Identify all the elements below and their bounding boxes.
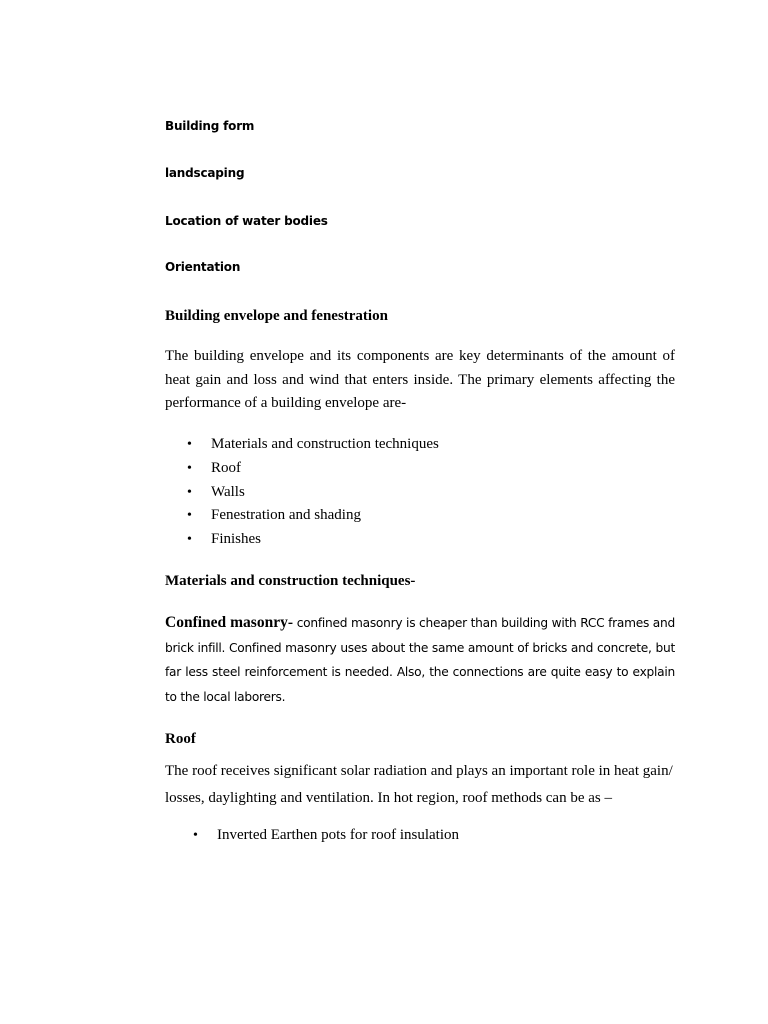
- envelope-elements-list: [165, 433, 675, 552]
- planning-item-water-bodies: Location of water bodies: [165, 214, 328, 228]
- planning-item-orientation: Orientation: [165, 260, 241, 274]
- bullet-icon: •: [187, 532, 192, 548]
- list-item: • Roof: [165, 457, 675, 481]
- bullet-icon: •: [187, 508, 192, 524]
- roof-paragraph-line-1: The roof receives significant solar radiation and plays an important role in heat gain/: [165, 763, 673, 779]
- list-item: • Inverted Earthen pots for roof insulation: [171, 824, 681, 848]
- bullet-icon: •: [187, 437, 192, 452]
- list-item: • Materials and construction techniques: [165, 433, 675, 457]
- bullet-icon: •: [193, 828, 198, 843]
- list-item: • Walls: [165, 481, 675, 505]
- bullet-icon: •: [187, 460, 192, 476]
- list-item: • Finishes: [165, 528, 675, 552]
- materials-heading: Materials and construction techniques-: [165, 573, 416, 589]
- planning-item-building-form: Building form: [165, 119, 255, 133]
- planning-item-landscaping: landscaping: [165, 166, 245, 180]
- confined-masonry-text: confined masonry is cheaper than building with RCC frames and brick infill. Confined masonry uses about the same amount of bricks and concrete, but far less steel reinforcement is needed. Also, the connections are quite easy to explain to the local laborers.: [165, 616, 675, 704]
- bullet-icon: •: [187, 484, 192, 500]
- confined-masonry-paragraph: [165, 611, 675, 709]
- envelope-intro-paragraph: The building envelope and its components are key determinants of the amount of heat gain and loss and wind that enters inside. The primary elements affecting the performance of a building envelope are-: [165, 348, 675, 411]
- roof-paragraph-line-2: losses, daylighting and ventilation. In hot region, roof methods can be as –: [165, 790, 612, 806]
- confined-masonry-title: Confined masonry-: [165, 614, 293, 631]
- roof-heading: Roof: [165, 731, 196, 747]
- envelope-heading: Building envelope and fenestration: [165, 308, 388, 324]
- list-item: • Fenestration and shading: [165, 504, 675, 528]
- roof-methods-list: [171, 824, 681, 848]
